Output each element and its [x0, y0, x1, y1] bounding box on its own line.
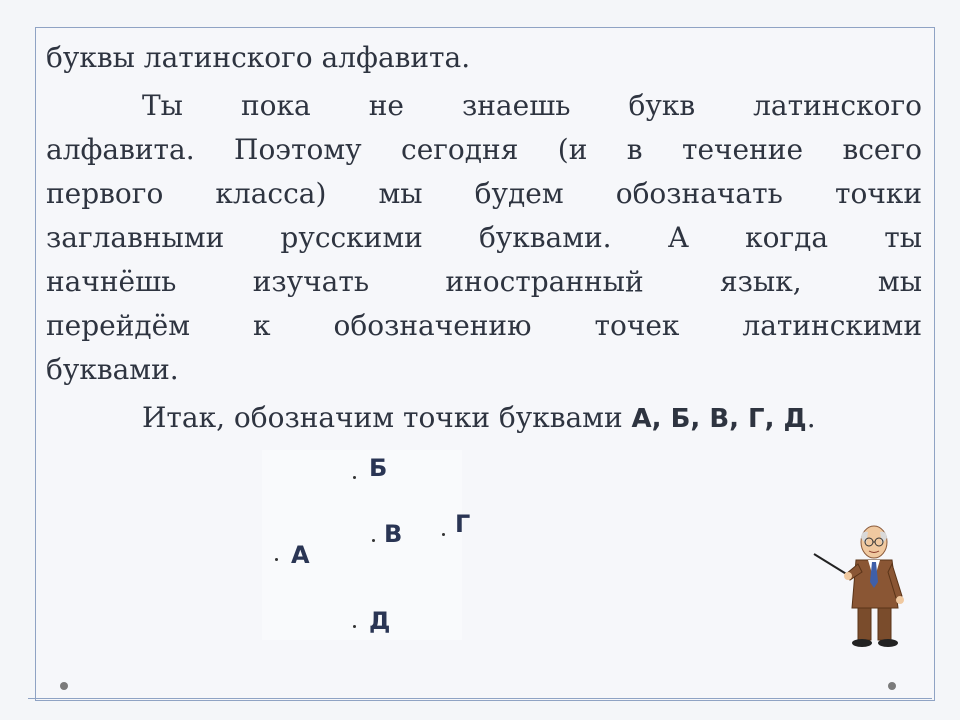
- text-line-7: перейдём к обозначению точек латинскими: [46, 309, 922, 342]
- bottom-right-dot: [888, 682, 896, 690]
- bottom-left-dot: [60, 682, 68, 690]
- teacher-with-pointer-icon: [812, 520, 912, 650]
- point-g-dot: [442, 533, 445, 536]
- point-g-label: Г: [455, 510, 471, 538]
- text-line-8: буквами.: [46, 353, 179, 386]
- lesson-text: [46, 36, 922, 441]
- text-line-1: буквы латинского алфавита.: [46, 41, 471, 74]
- text-line-9-end: .: [806, 401, 816, 434]
- point-b-dot: [353, 476, 356, 479]
- point-b-label: Б: [369, 454, 388, 482]
- text-line-9-main: Итак, обозначим точки буквами: [142, 401, 632, 434]
- point-v-dot: [372, 539, 375, 542]
- text-line-3: алфавита. Поэтому сегодня (и в течение всего: [46, 133, 922, 166]
- point-v-label: В: [384, 520, 403, 548]
- points-diagram: [262, 450, 471, 640]
- text-line-9: [46, 396, 922, 441]
- point-d-dot: [353, 625, 356, 628]
- point-d-label: Д: [369, 607, 391, 635]
- text-line-4: первого класса) мы будем обозначать точки: [46, 177, 922, 210]
- bottom-rule: [28, 698, 932, 699]
- text-line-6: начнёшь изучать иностранный язык, мы: [46, 265, 922, 298]
- point-letters: А, Б, В, Г, Д: [631, 404, 807, 434]
- text-line-2: Ты пока не знаешь букв латинского: [142, 89, 922, 122]
- point-a-label: А: [291, 541, 310, 569]
- text-line-5: заглавными русскими буквами. А когда ты: [46, 221, 922, 254]
- point-a-dot: [275, 558, 278, 561]
